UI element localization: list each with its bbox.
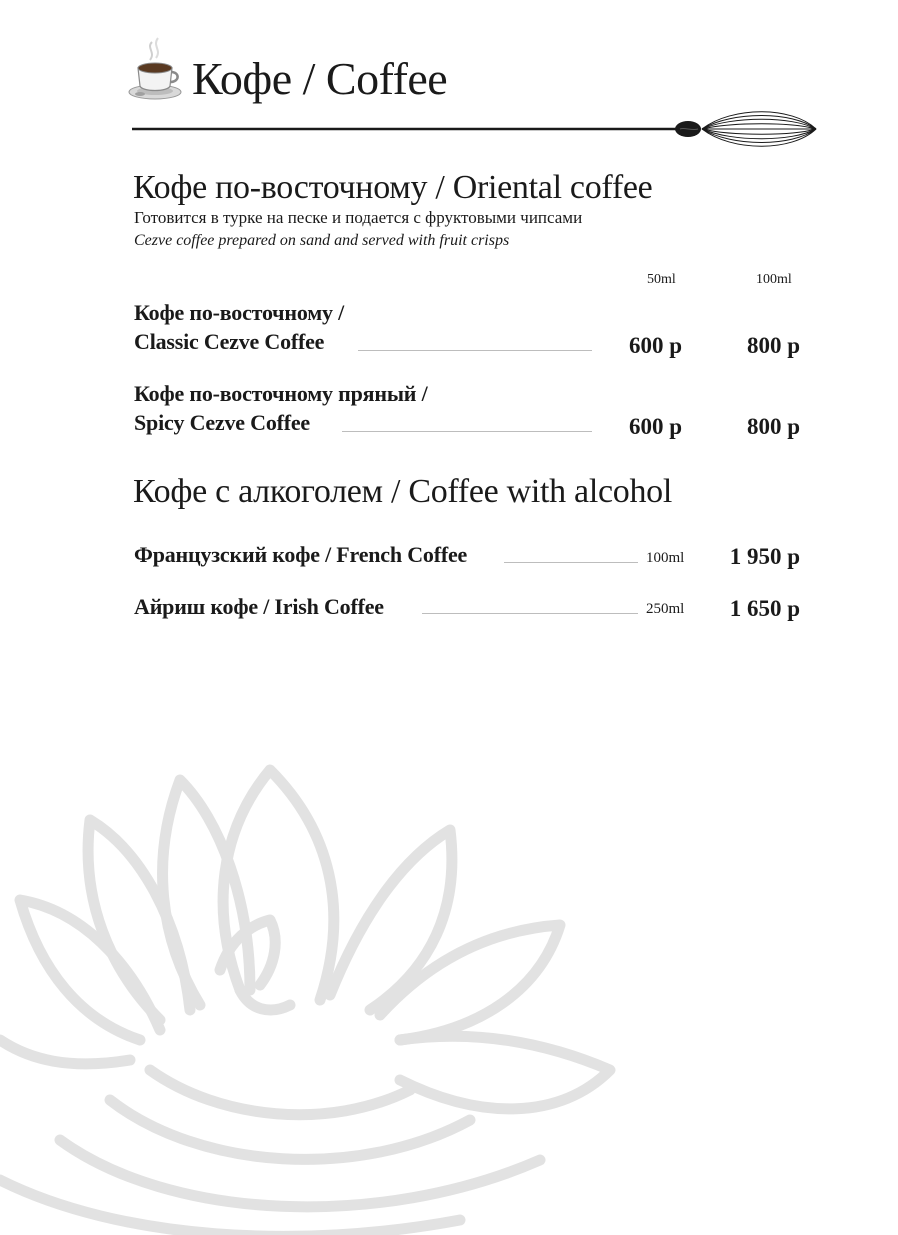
leader-line [358, 350, 592, 351]
menu-item-name-ru: Кофе по-восточному пряный / [134, 381, 428, 406]
price-50ml: 600 р [628, 333, 682, 358]
page-title: Кофе / Coffee [192, 53, 448, 104]
column-header-100ml: 100ml [756, 272, 792, 287]
menu-item-name-ru: Кофе по-восточному / [134, 300, 345, 325]
menu-item-name-en: Classic Cezve Coffee [134, 329, 325, 354]
lotus-watermark [0, 740, 640, 1235]
section-title-oriental: Кофе по-восточному / Oriental coffee [133, 169, 653, 206]
item-price: 1 950 р [729, 544, 800, 569]
section-description-en: Cezve coffee prepared on sand and served with fruit crisps [134, 232, 510, 249]
header-divider [132, 108, 822, 152]
price-100ml: 800 р [746, 414, 800, 439]
menu-item-name-en: Spicy Cezve Coffee [134, 410, 310, 435]
volume-label: 250ml [646, 601, 685, 617]
leader-line [504, 562, 638, 563]
section-title-alcohol: Кофе с алкоголем / Coffee with alcohol [133, 473, 673, 510]
price-100ml: 800 р [746, 333, 800, 358]
price-50ml: 600 р [628, 414, 682, 439]
section-description-ru: Готовится в турке на песке и подается с фруктовыми чипсами [134, 208, 583, 227]
item-price: 1 650 р [729, 596, 800, 621]
coffee-cup-icon [126, 36, 184, 102]
leader-line [422, 613, 638, 614]
menu-item-name: Французский кофе / French Coffee [134, 542, 468, 567]
column-header-50ml: 50ml [647, 272, 676, 287]
menu-item-name: Айриш кофе / Irish Coffee [134, 594, 384, 619]
volume-label: 100ml [646, 550, 685, 566]
leader-line [342, 431, 592, 432]
